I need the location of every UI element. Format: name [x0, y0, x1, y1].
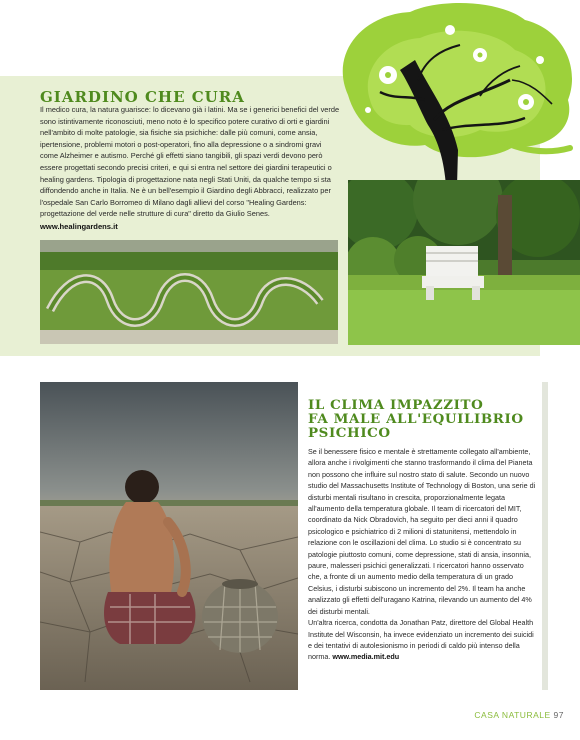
article-body-text: Se il benessere fisico e mentale è strettamente collegato all'ambiente, allora anche i rivolgimenti che stanno trasformando il clima del Pianeta non possono che influire sul nostro stato di salute. Secondo un nuovo studio del Massachusetts Institute of Technology di Boston, una serie di disturbi mentali risultano in crescita, proporzionalmente legata all'aumento della temperatura globale. Il team di ricercatori del MIT, coordinato da Nick Obradovich, ha seguito per dieci anni il quadro psicologico e psichiatrico di 2 milioni di statunitensi, mettendolo in relazione con le oscillazioni del clima. Lo studio si è concentrato su patologie piuttosto comuni, come depressione, stati di ansia, insonnia, paure, malesseri psichici generalizzati. I ricercatori hanno osservato che, a fronte di un aumento medio della temperatura di un grado Celsius, i disturbi subiscono un incremento del 2%. Il team ha anche analizzato gli effetti dell'uragano Katrina, rilevando un aumento del 4% dei disturbi mentali. — [308, 447, 536, 616]
article-body — [40, 104, 340, 233]
page-number: 97 — [553, 710, 564, 720]
article-body-text: Il medico cura, la natura guarisce: lo dicevano già i latini. Ma se i generici benefici del verde sono istintivamente riconosciuti, meno noto è lo specifico potere curativo di orti e giardini nell'ambito di molte patologie, sia fisiche sia psichiche: dalle più comuni, come ansia, ipertensione, problemi motori o post-operatori, fino alla depressione o a sindromi gravi come Alzheimer e autismo. Perché gli effetti siano tangibili, gli spazi verdi devono però essere progettati secondo precisi criteri, e qui si entra nel settore dei giardini terapeutici o healing gardens. Tipologia di progettazione nata negli Stati Uniti, da qualche tempo si sta diffondendo anche in Italia. Ne è un bell'esempio il Giardino degli Abbracci, realizzato per l'ospedale San Carlo Borromeo di Milano dagli allievi del corso "Healing Gardens: progettazione del verde nelle strutture di cura" diretto da Giulio Senes. — [40, 105, 340, 219]
magazine-name: CASA NATURALE — [474, 710, 551, 720]
article-title: GIARDINO CHE CURA — [40, 88, 245, 106]
healing-garden-photo — [40, 240, 338, 344]
child-drought-photo — [40, 382, 298, 690]
garden-bench-photo — [348, 180, 580, 345]
article-title — [308, 398, 538, 440]
panel-edge — [542, 382, 548, 690]
title-line: IL CLIMA IMPAZZITO — [308, 397, 484, 413]
article-body-text: Un'altra ricerca, condotta da Jonathan Patz, direttore del Global Health Institute del Wisconsin, ha invece evidenziato un incremento dei suicidi e dei tentativi di autolesionismo in periodi di caldo più intenso della norma. — [308, 618, 534, 662]
article-body — [308, 446, 536, 663]
article-link[interactable]: www.healingardens.it — [40, 221, 118, 231]
title-line: FA MALE ALL'EQUILIBRIO — [308, 411, 524, 427]
title-line: PSICHICO — [308, 425, 391, 441]
page-footer — [474, 710, 564, 720]
article-link[interactable]: www.media.mit.edu — [332, 652, 400, 662]
tree-illustration — [330, 0, 580, 190]
